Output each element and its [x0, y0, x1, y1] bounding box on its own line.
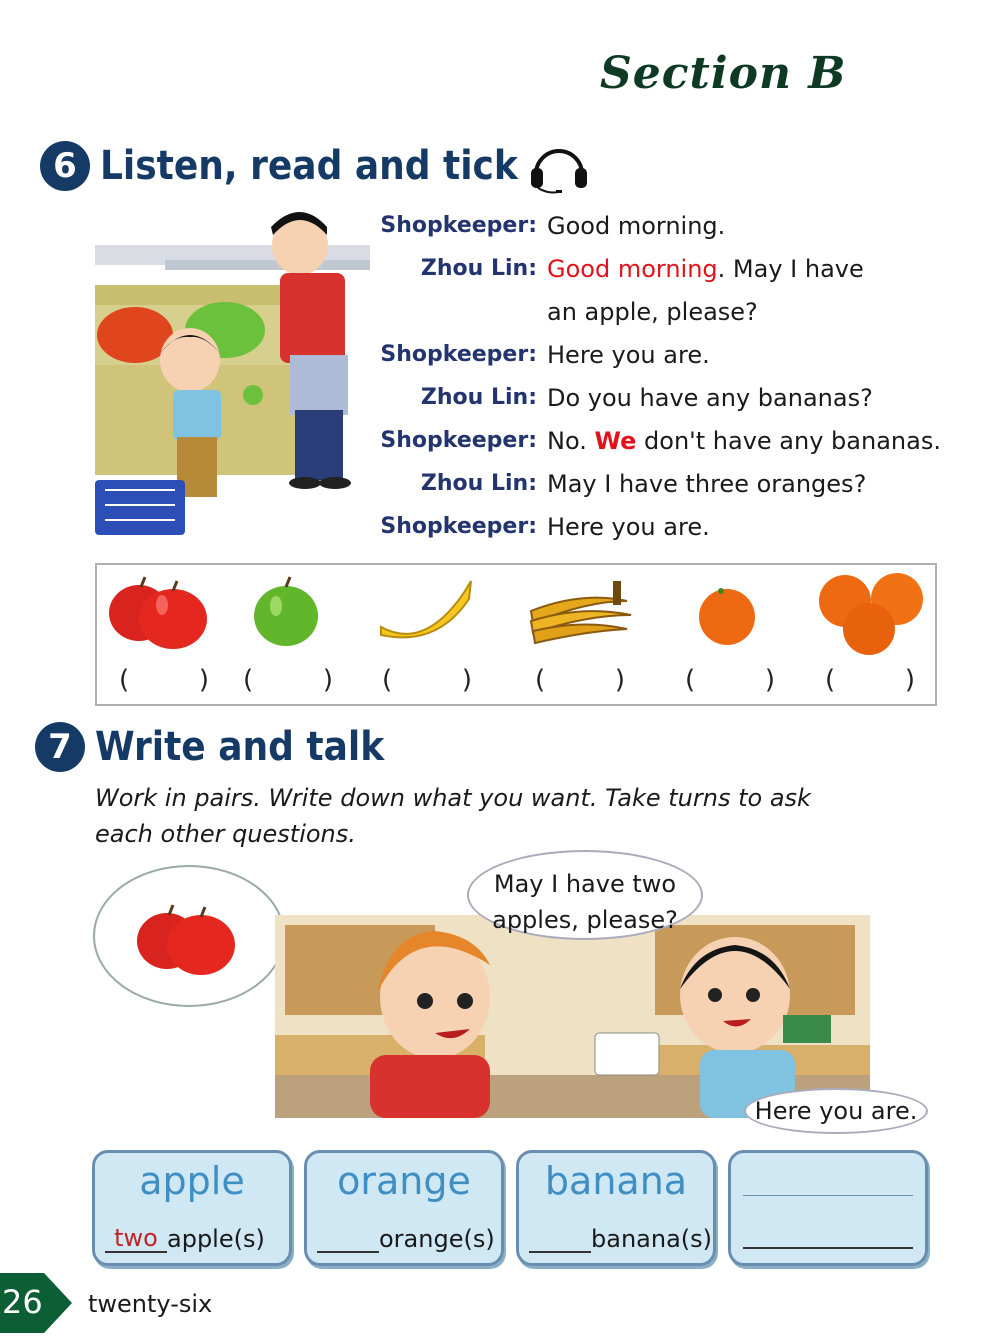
- utterance: Here you are.: [547, 340, 710, 369]
- answer-blank[interactable]: two: [105, 1225, 167, 1253]
- close-paren: ): [764, 665, 775, 695]
- instruction-line: Work in pairs. Write down what you want. Take turns to ask: [95, 784, 811, 812]
- dialogue: [372, 204, 962, 548]
- exercise-6-header: [40, 138, 590, 194]
- word-blank[interactable]: [743, 1195, 913, 1196]
- classroom-scene-illustration: [275, 915, 870, 1118]
- card-word: banana: [544, 1159, 688, 1203]
- card-answer: [317, 1225, 495, 1253]
- word-card-banana: [516, 1150, 716, 1266]
- speaker: Zhou Lin:: [420, 385, 537, 410]
- page-number-word: twenty-six: [88, 1290, 213, 1318]
- open-paren: (: [243, 665, 254, 695]
- tick-blank[interactable]: [825, 665, 915, 695]
- dialogue-line: [372, 462, 962, 505]
- thought-bubble: [93, 865, 285, 1007]
- utterance: an apple, please?: [547, 297, 758, 326]
- close-paren: ): [904, 665, 915, 695]
- exercise-title: Write and talk: [95, 724, 385, 770]
- tick-blank[interactable]: [685, 665, 775, 695]
- green-apple-icon: [252, 571, 322, 651]
- exercise-title: Listen, read and tick: [100, 143, 518, 189]
- tick-blank[interactable]: [382, 665, 472, 695]
- speaker: Zhou Lin:: [420, 471, 537, 496]
- instructions: [95, 780, 915, 852]
- highlighted-words: We: [594, 426, 637, 455]
- speaker: Shopkeeper:: [380, 428, 537, 453]
- speaker: Shopkeeper:: [380, 342, 537, 367]
- card-word: orange: [337, 1159, 471, 1203]
- dialogue-line: [372, 247, 962, 290]
- banana-bunch-icon: [527, 571, 637, 651]
- utterance-rest: don't have any bananas.: [636, 426, 941, 455]
- utterance: Do you have any bananas?: [547, 383, 873, 412]
- utterance: Here you are.: [547, 512, 710, 541]
- speaker: Zhou Lin:: [420, 256, 537, 281]
- highlighted-words: Good morning: [547, 254, 718, 283]
- tick-blank[interactable]: [535, 665, 625, 695]
- open-paren: (: [535, 665, 546, 695]
- dialogue-line: [372, 204, 962, 247]
- word-card-orange: [304, 1150, 504, 1266]
- speaker: Shopkeeper:: [380, 514, 537, 539]
- page-number: 26: [2, 1283, 43, 1321]
- utterance: May I have three oranges?: [547, 469, 867, 498]
- close-paren: ): [614, 665, 625, 695]
- dialogue-line: [372, 505, 962, 548]
- utterance-start: No.: [547, 426, 595, 455]
- instruction-line: each other questions.: [95, 820, 356, 848]
- open-paren: (: [119, 665, 130, 695]
- open-paren: (: [685, 665, 696, 695]
- dialogue-line: [372, 290, 962, 333]
- utterance-rest: . May I have: [717, 254, 864, 283]
- three-oranges-icon: [817, 571, 927, 656]
- headphones-icon[interactable]: [528, 138, 590, 194]
- speech-bubble-question: [467, 850, 703, 940]
- tick-blank[interactable]: [243, 665, 333, 695]
- orange-icon: [695, 571, 760, 651]
- answer-blank[interactable]: [743, 1247, 913, 1249]
- bubble-line: apples, please?: [492, 906, 678, 934]
- banana-icon: [377, 571, 477, 651]
- close-paren: ): [198, 665, 209, 695]
- open-paren: (: [382, 665, 393, 695]
- word-card-blank: [728, 1150, 928, 1266]
- section-title: Section B: [600, 48, 847, 99]
- utterance: Good morning.: [547, 211, 726, 240]
- card-answer: [105, 1225, 265, 1253]
- speaker: Shopkeeper:: [380, 213, 537, 238]
- card-answer: [529, 1225, 712, 1253]
- card-unit: apple(s): [167, 1225, 265, 1253]
- utterance: [547, 427, 941, 455]
- speech-bubble-answer: Here you are.: [744, 1088, 928, 1134]
- close-paren: ): [461, 665, 472, 695]
- open-paren: (: [825, 665, 836, 695]
- dialogue-line: [372, 376, 962, 419]
- card-unit: orange(s): [379, 1225, 495, 1253]
- dialogue-line: [372, 333, 962, 376]
- dialogue-line: [372, 419, 962, 462]
- tick-blank[interactable]: [119, 665, 209, 695]
- utterance: [547, 255, 864, 283]
- answer-blank[interactable]: [529, 1227, 591, 1253]
- two-red-apples-icon: [133, 897, 243, 977]
- card-word: apple: [139, 1159, 245, 1203]
- bubble-line: May I have two: [493, 870, 677, 898]
- tick-options-box: [95, 563, 937, 706]
- card-unit: banana(s): [591, 1225, 713, 1253]
- exercise-number: 7: [35, 722, 85, 772]
- exercise-7-header: [35, 722, 384, 772]
- close-paren: ): [322, 665, 333, 695]
- word-card-apple: [92, 1150, 292, 1266]
- shop-scene-illustration: [95, 205, 370, 540]
- exercise-number: 6: [40, 141, 90, 191]
- answer-blank[interactable]: [317, 1227, 379, 1253]
- two-red-apples-icon: [107, 571, 212, 651]
